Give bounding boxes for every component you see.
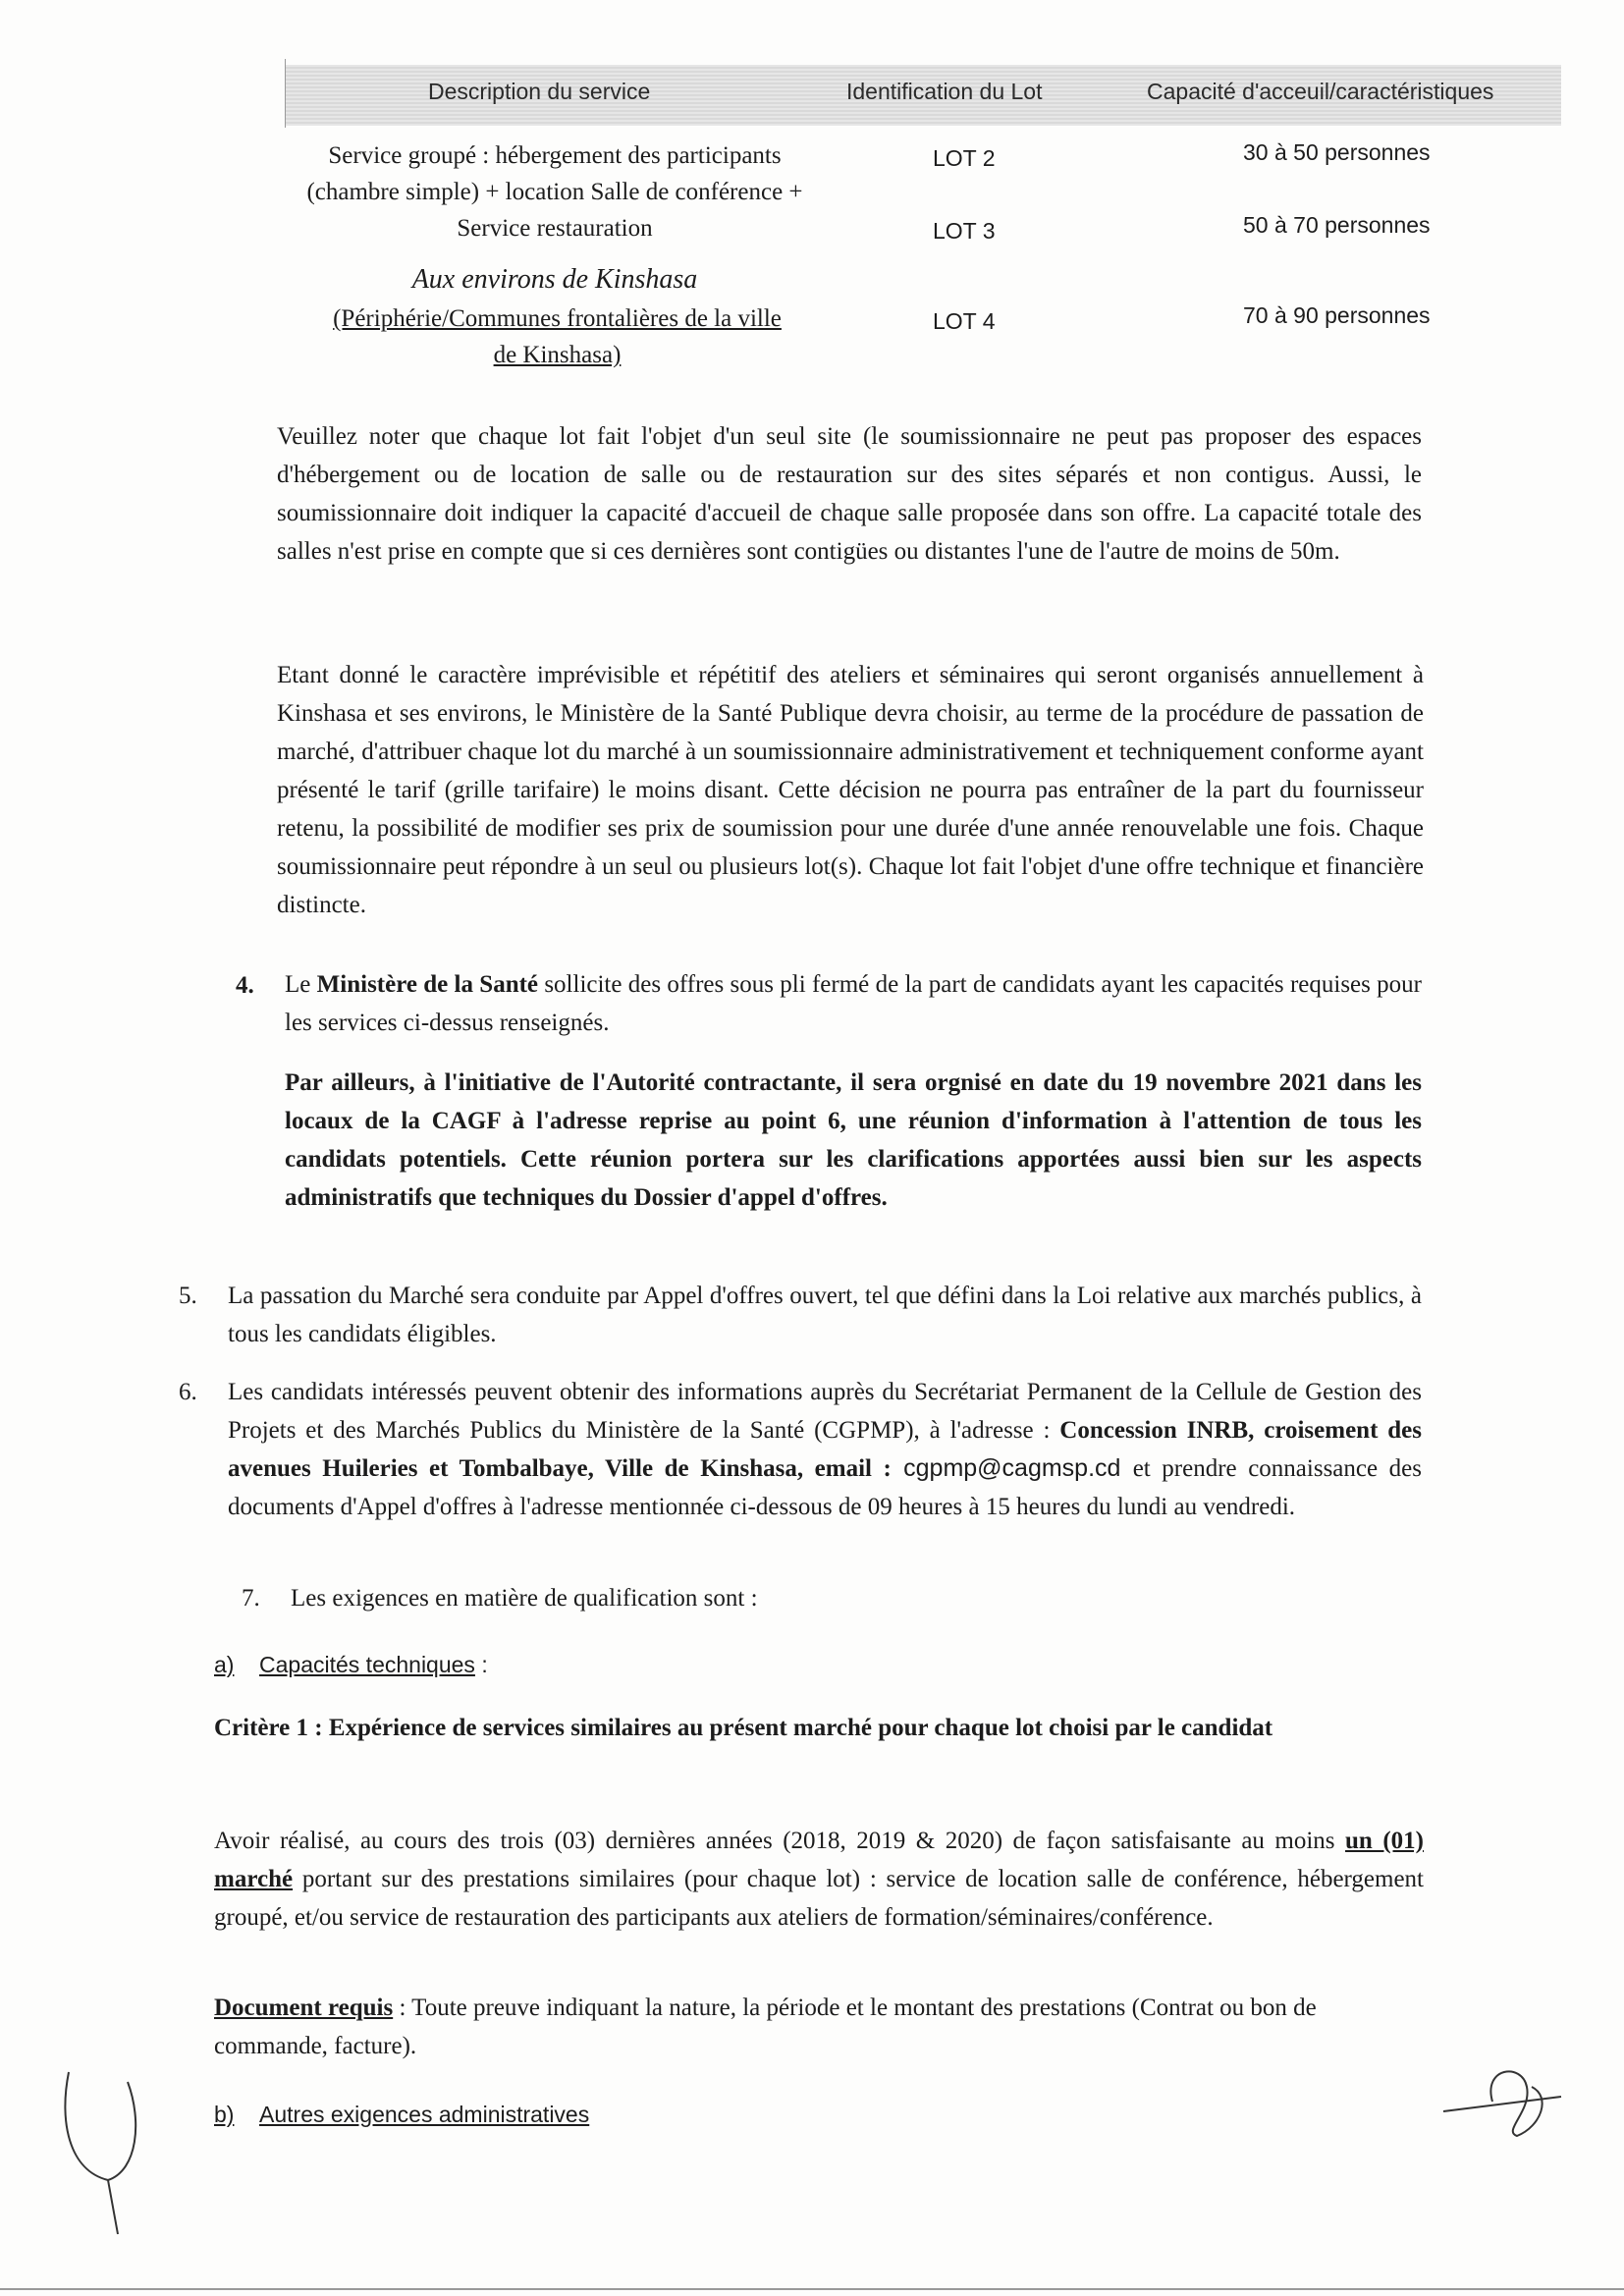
lot-cell: LOT 3 xyxy=(933,218,996,244)
experience-requirement xyxy=(214,1822,1424,1937)
text: : Toute preuve indiquant la nature, la période et le montant des prestations (Contrat ou bon de commande, facture). xyxy=(214,1995,1317,2059)
capacity-cell: 50 à 70 personnes xyxy=(1243,212,1431,238)
section-letter: a) xyxy=(214,1652,235,1677)
section-b-heading xyxy=(214,2102,589,2128)
lot-cell: LOT 4 xyxy=(933,308,996,334)
item-4-text xyxy=(285,965,1422,1042)
service-description: Service groupé : hébergement des participants (chambre simple) + location Salle de conférence + Service restauration xyxy=(306,142,803,242)
document-label: Document requis xyxy=(214,1995,394,2021)
header-description: Description du service xyxy=(428,79,651,104)
text: portant sur des prestations similaires (pour chaque lot) : service de location salle de conférence, hébergement groupé, et/ou service de restauration des participants aux ateliers de formation/séminaires/conférence. xyxy=(214,1866,1424,1931)
section-a-heading xyxy=(214,1652,488,1678)
region-title: Aux environs de Kinshasa xyxy=(411,264,698,295)
paragraph-attribution: Etant donné le caractère imprévisible et répétitif des ateliers et séminaires qui seront organisés annuellement à Kinshasa et ses environs, le Ministère de la Santé Publique devra choisir, au terme de la procédure de passation de marché, d'attribuer chaque lot du marché à un soumissionnaire administrativement et techniquement conforme ayant présenté le tarif (grille tarifaire) le moins disant. Cette décision ne pourra pas entraîner de la part du fournisseur retenu, la possibilité de modifier ses prix de soumission pour une durée d'une année renouvelable une fois. Chaque soumissionnaire peut répondre à un seul ou plusieurs lot(s). Chaque lot fait l'objet d'une offre technique et financière distincte. xyxy=(277,662,1424,918)
item-5-text: La passation du Marché sera conduite par Appel d'offres ouvert, tel que défini dans la Loi relative aux marchés publics, à tous les candidats éligibles. xyxy=(228,1283,1422,1347)
table-header xyxy=(285,65,1561,126)
section-title: Capacités techniques xyxy=(259,1652,475,1677)
section-letter: b) xyxy=(214,2102,235,2127)
text: sollicite des offres sous pli fermé de la part de candidats ayant les capacités requises pour les services ci-dessus renseignés. xyxy=(285,971,1422,1036)
handwritten-initial-icon xyxy=(49,2062,167,2239)
item-number: 4. xyxy=(236,972,254,999)
item-number: 5. xyxy=(179,1283,197,1309)
meeting-notice: Par ailleurs, à l'initiative de l'Autorité contractante, il sera orgnisé en date du 19 novembre 2021 dans les locaux de la CAGF à l'adresse reprise au point 6, une réunion d'information à l'attention de tous les candidats potentiels. Cette réunion portera sur les clarifications apportées aussi bien sur les aspects administratifs que techniques du Dossier d'appel d'offres. xyxy=(285,1069,1422,1211)
item-6-text xyxy=(228,1373,1422,1526)
capacity-cell: 30 à 50 personnes xyxy=(1243,139,1431,165)
address: Concession INRB, croisement des avenues Huileries et Tombalbaye, Ville de Kinshasa, email : xyxy=(228,1417,1422,1482)
document-requis xyxy=(214,1989,1432,2065)
header-capacity: Capacité d'acceuil/caractéristiques xyxy=(1147,79,1494,104)
lot-cell: LOT 2 xyxy=(933,145,996,171)
region-detail: (Périphérie/Communes frontalières de la ville de Kinshasa) xyxy=(333,305,782,368)
table-border xyxy=(285,59,286,128)
header-lot: Identification du Lot xyxy=(846,79,1043,104)
item-7-text: Les exigences en matière de qualification sont : xyxy=(291,1585,758,1612)
text: Les candidats intéressés peuvent obtenir des informations auprès du Secrétariat Permanent de la Cellule de Gestion des Projets et des Marchés Publics du Ministère de la Santé (CGPMP), à l'adresse : xyxy=(228,1379,1422,1444)
text: : xyxy=(474,1652,488,1677)
capacity-cell: 70 à 90 personnes xyxy=(1243,302,1431,328)
text: Avoir réalisé, au cours des trois (03) dernières années (2018, 2019 & 2020) de façon satisfaisante au moins xyxy=(214,1828,1346,1854)
email-address: cgpmp@cagmsp.cd xyxy=(891,1454,1133,1482)
one-contract: un (01) marché xyxy=(214,1828,1424,1892)
criterion-1: Critère 1 : Expérience de services similaires au présent marché pour chaque lot choisi par le candidat xyxy=(214,1715,1273,1741)
section-title: Autres exigences administratives xyxy=(259,2102,590,2127)
page-edge xyxy=(0,2288,1624,2290)
item-number: 7. xyxy=(242,1585,260,1612)
text: Le xyxy=(285,971,317,998)
handwritten-paraph-icon xyxy=(1434,2057,1581,2146)
ministry-name: Ministère de la Santé xyxy=(316,971,539,998)
paragraph-lot-site: Veuillez noter que chaque lot fait l'objet d'un seul site (le soumissionnaire ne peut pas proposer des espaces d'hébergement ou de location de salle ou de restauration sur des sites séparés et non contigus. Aussi, le soumissionnaire doit indiquer la capacité d'accueil de chaque salle proposée dans son offre. La capacité totale des salles n'est prise en compte que si ces dernières sont contigües ou distantes l'une de l'autre de moins de 50m. xyxy=(277,423,1422,565)
text: et prendre connaissance des documents d'Appel d'offres à l'adresse mentionnée ci-dessous de 09 heures à 15 heures du lundi au vendredi. xyxy=(228,1455,1422,1520)
item-number: 6. xyxy=(179,1379,197,1405)
